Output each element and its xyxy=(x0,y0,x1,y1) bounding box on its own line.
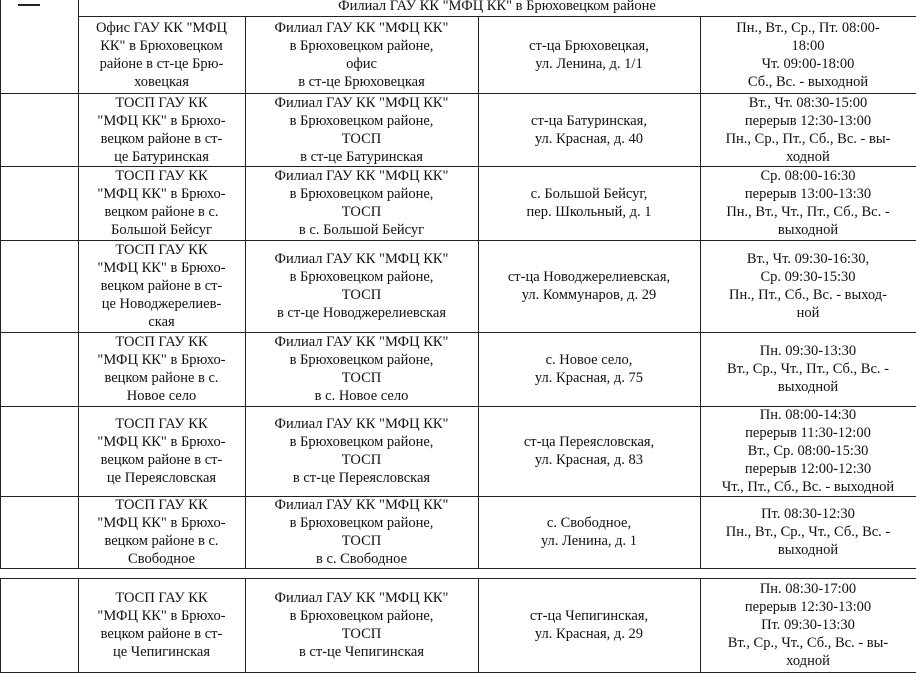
office-name-text: ТОСП ГАУ КК "МФЦ КК" в Брюхо- вецком районе в ст- це Переясловская xyxy=(97,416,226,486)
hours-text: Вт., Чт. 08:30-15:00 перерыв 12:30-13:00 Пн., Ср., Пт., Сб., Вс. - вы- ходной xyxy=(725,94,891,165)
office-name-cell xyxy=(78,332,245,406)
office-name-text: ТОСП ГАУ КК "МФЦ КК" в Брюхо- вецком районе в с. Большой Бейсуг xyxy=(97,168,226,238)
branch-text: Филиал ГАУ КК "МФЦ КК" в Брюховецком районе, ТОСП в ст-це Батуринская xyxy=(274,94,449,165)
branch-text: Филиал ГАУ КК "МФЦ КК" в Брюховецком районе, ТОСП в ст-це Новоджерелиевская xyxy=(274,251,449,321)
hours-text: Пн. 08:00-14:30 перерыв 11:30-12:00 Вт., Ср. 08:00-15:30 перерыв 12:00-12:30 Чт., Пт., Сб., Вс. - выходной xyxy=(721,407,895,495)
branch-text: Филиал ГАУ КК "МФЦ КК" в Брюховецком районе, ТОСП в ст-це Чепигинская xyxy=(274,590,449,660)
table-title-text: Филиал ГАУ КК "МФЦ КК" в Брюховецком районе xyxy=(338,0,656,14)
branch-cell xyxy=(245,166,478,240)
office-name-text: ТОСП ГАУ КК "МФЦ КК" в Брюхо- вецком районе в ст- це Новоджерелиев- ская xyxy=(97,242,226,330)
branch-text: Филиал ГАУ КК "МФЦ КК" в Брюховецком районе, ТОСП в с. Свободное xyxy=(274,497,449,567)
hours-cell xyxy=(700,332,916,406)
address-cell xyxy=(478,93,700,166)
table-border-left-lower xyxy=(0,578,1,672)
address-cell xyxy=(478,406,700,496)
page-break-gap xyxy=(0,569,916,577)
scan-mark xyxy=(18,4,40,6)
office-name-cell xyxy=(78,240,245,332)
address-cell xyxy=(478,578,700,672)
address-cell xyxy=(478,332,700,406)
address-text: с. Новое село, ул. Красная, д. 75 xyxy=(534,352,644,386)
hours-cell xyxy=(700,240,916,332)
address-text: ст-ца Брюховецкая, ул. Ленина, д. 1/1 xyxy=(529,37,649,72)
address-text: с. Большой Бейсуг, пер. Школьный, д. 1 xyxy=(526,186,652,220)
office-name-text: ТОСП ГАУ КК "МФЦ КК" в Брюхо- вецком районе в с. Свободное xyxy=(97,497,226,567)
hours-text: Вт., Чт. 09:30-16:30, Ср. 09:30-15:30 Пн., Пт., Сб., Вс. - выход- ной xyxy=(729,251,887,321)
branch-cell xyxy=(245,578,478,672)
table-border-left xyxy=(0,0,1,568)
address-cell xyxy=(478,240,700,332)
office-name-cell xyxy=(78,578,245,672)
branch-text: Филиал ГАУ КК "МФЦ КК" в Брюховецком районе, ТОСП в ст-це Переясловская xyxy=(274,416,449,486)
hours-cell xyxy=(700,16,916,93)
office-name-text: Офис ГАУ КК "МФЦ КК" в Брюховецком районе в ст-це Брю- ховецкая xyxy=(95,19,228,90)
hours-text: Ср. 08:00-16:30 перерыв 13:00-13:30 Пн., Вт., Чт., Пт., Сб., Вс. - выходной xyxy=(726,168,890,238)
address-cell xyxy=(478,16,700,93)
office-name-text: ТОСП ГАУ КК "МФЦ КК" в Брюхо- вецком районе в ст- це Чепигинская xyxy=(97,590,226,660)
address-text: ст-ца Переясловская, ул. Красная, д. 83 xyxy=(523,434,655,468)
address-text: ст-ца Батуринская, ул. Красная, д. 40 xyxy=(531,112,647,147)
office-name-text: ТОСП ГАУ КК "МФЦ КК" в Брюхо- вецком районе в с. Новое село xyxy=(97,334,226,404)
office-name-cell xyxy=(78,166,245,240)
hours-cell xyxy=(700,578,916,672)
hours-cell xyxy=(700,93,916,166)
branch-cell xyxy=(245,240,478,332)
hours-text: Пн. 08:30-17:00 перерыв 12:30-13:00 Пт. 09:30-13:30 Вт., Ср., Чт., Сб., Вс. - вы- ходной xyxy=(727,581,889,669)
office-name-cell xyxy=(78,16,245,93)
title-left-line xyxy=(78,0,79,16)
hours-cell xyxy=(700,496,916,568)
hours-text: Пн., Вт., Ср., Пт. 08:00- 18:00 Чт. 09:00-18:00 Сб., Вс. - выходной xyxy=(736,19,880,90)
hours-text: Пн. 09:30-13:30 Вт., Ср., Чт., Пт., Сб., Вс. - выходной xyxy=(726,343,889,395)
branch-cell xyxy=(245,93,478,166)
branch-cell xyxy=(245,496,478,568)
hours-cell xyxy=(700,166,916,240)
hours-text: Пт. 08:30-12:30 Пн., Вт., Ср., Чт., Сб., Вс. - выходной xyxy=(725,506,891,558)
office-name-cell xyxy=(78,406,245,496)
branch-cell xyxy=(245,332,478,406)
branch-cell xyxy=(245,406,478,496)
office-name-text: ТОСП ГАУ КК "МФЦ КК" в Брюхо- вецком районе в ст- це Батуринская xyxy=(97,94,226,165)
branch-text: Филиал ГАУ КК "МФЦ КК" в Брюховецком районе, офис в ст-це Брюховецкая xyxy=(274,19,449,90)
address-cell xyxy=(478,166,700,240)
office-name-cell xyxy=(78,496,245,568)
hours-cell xyxy=(700,406,916,496)
table-title xyxy=(78,0,916,15)
branch-text: Филиал ГАУ КК "МФЦ КК" в Брюховецком районе, ТОСП в с. Большой Бейсуг xyxy=(274,168,449,238)
branch-cell xyxy=(245,16,478,93)
address-text: ст-ца Чепигинская, ул. Красная, д. 29 xyxy=(529,608,649,642)
office-name-cell xyxy=(78,93,245,166)
branch-text: Филиал ГАУ КК "МФЦ КК" в Брюховецком районе, ТОСП в с. Новое село xyxy=(274,334,449,404)
address-text: ст-ца Новоджерелиевская, ул. Коммунаров, д. 29 xyxy=(507,269,671,303)
address-text: с. Свободное, ул. Ленина, д. 1 xyxy=(540,515,638,549)
address-cell xyxy=(478,496,700,568)
